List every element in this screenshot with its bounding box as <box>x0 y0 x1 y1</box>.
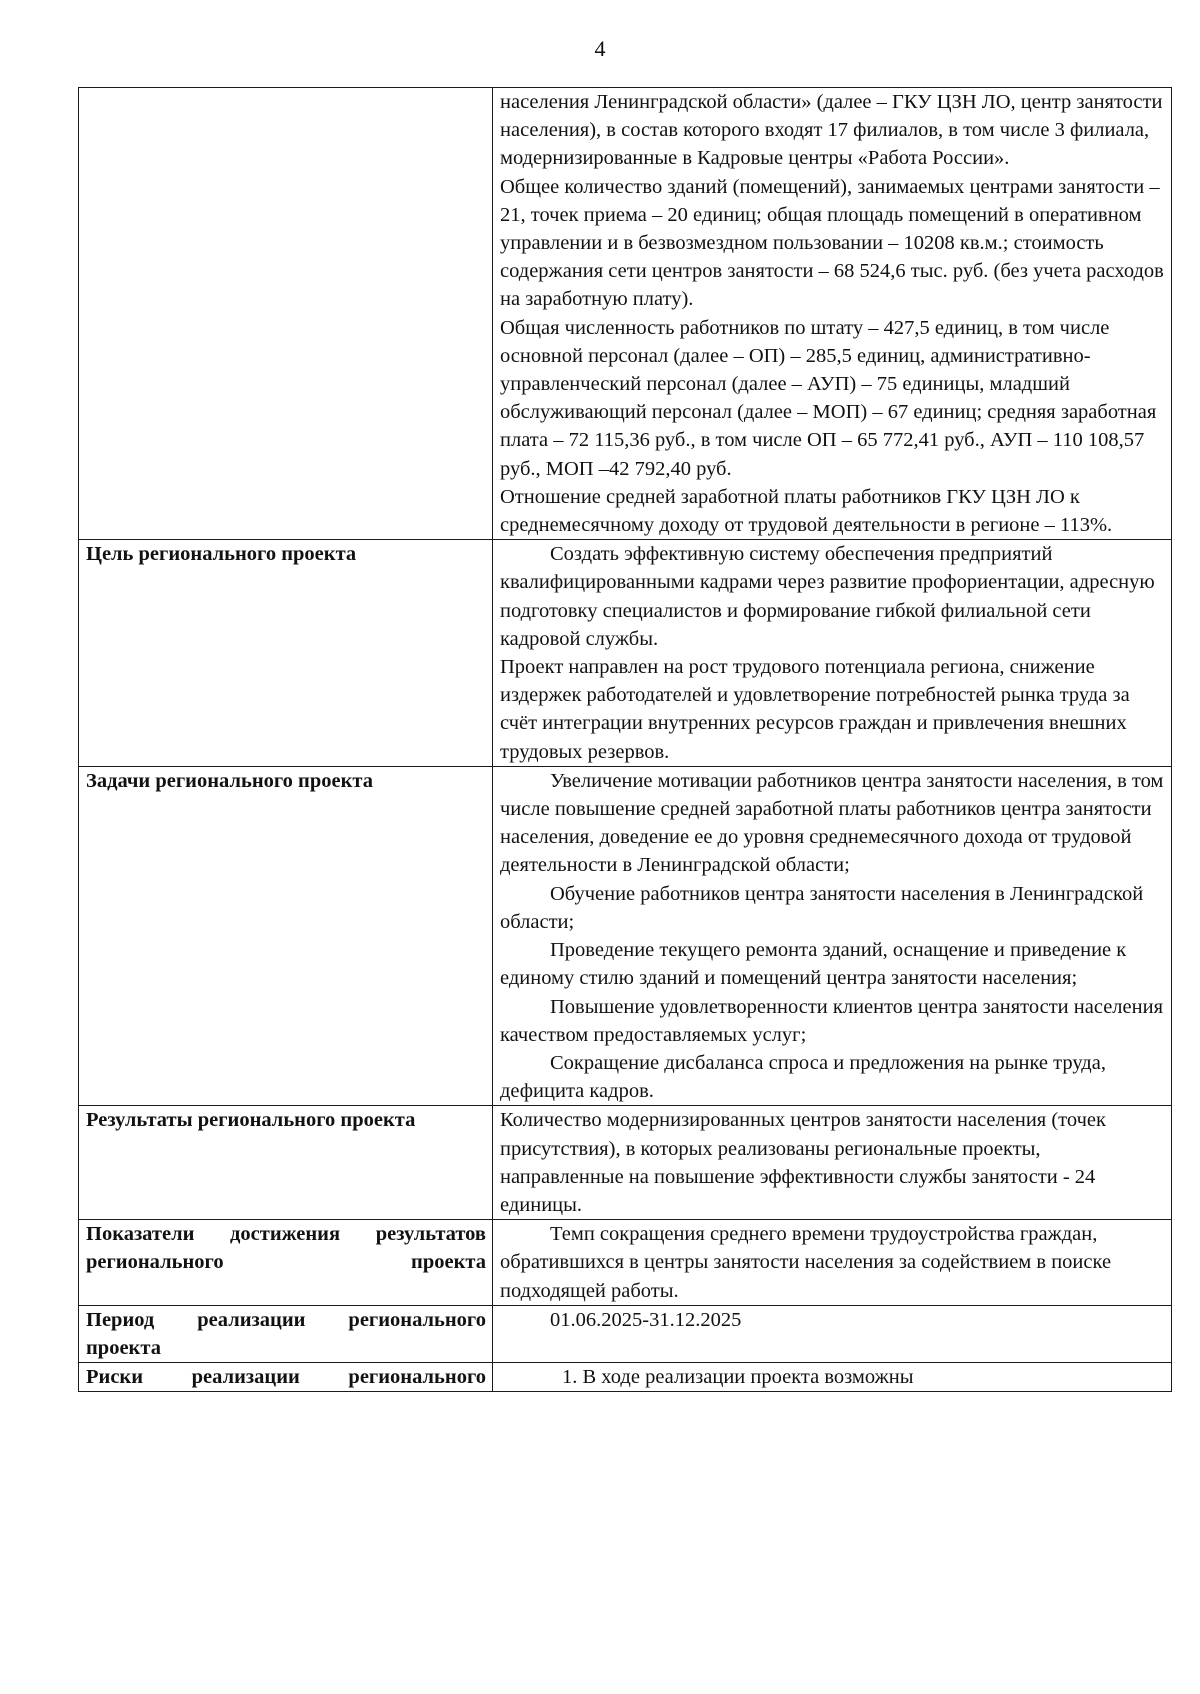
table-row-goal <box>79 540 1172 767</box>
task-item: Повышение удовлетворенности клиентов центра занятости населения качеством предоставляемых услуг; <box>500 995 1163 1046</box>
goal-paragraph: Проект направлен на рост трудового потенциала региона, снижение издержек работодателей и удовлетворение потребностей рынка труда за счёт интеграции внутренних ресурсов граждан и привлечения внешних трудовых резервов. <box>500 656 1130 763</box>
goal-paragraph: Создать эффективную систему обеспечения предприятий квалифицированными кадрами через развитие профориентации, адресную подготовку специалистов и формирование гибкой филиальной сети кадровой службы. <box>500 543 1155 650</box>
row-label-tasks: Задачи регионального проекта <box>79 766 493 1105</box>
row-label-results: Результаты регионального проекта <box>79 1106 493 1220</box>
table-row-continuation <box>79 88 1172 540</box>
task-item: Сокращение дисбаланса спроса и предложения на рынке труда, дефицита кадров. <box>500 1051 1106 1103</box>
period-value: 01.06.2025-31.12.2025 <box>550 1308 742 1331</box>
row-content-risks <box>493 1363 1172 1392</box>
table-row-results <box>79 1106 1172 1220</box>
description-paragraph: населения Ленинградской области» (далее – ГКУ ЦЗН ЛО, центр занятости населения), в состав которого входят 17 филиалов, в том числе 3 филиала, модернизированные в Кадровые центры «Работа России». <box>500 91 1163 170</box>
row-label-indicators: Показатели достижения результатов регионального проекта <box>79 1220 493 1306</box>
table-row-indicators <box>79 1220 1172 1306</box>
project-passport-table <box>78 87 1172 1392</box>
row-label-risks: Риски реализации регионального <box>79 1363 493 1392</box>
row-content-description <box>493 88 1172 540</box>
row-content-tasks <box>493 766 1172 1105</box>
row-label-period: Период реализации регионального проекта <box>79 1305 493 1362</box>
table-row-risks <box>79 1363 1172 1392</box>
description-paragraph: Общая численность работников по штату – 427,5 единиц, в том числе основной персонал (далее – ОП) – 285,5 единиц, административно-управленческий персонал (далее – АУП) – 75 единицы, младший обслуживающий персонал (далее – МОП) – 67 единиц; средняя заработная плата – 72 115,36 руб., в том числе ОП – 65 772,41 руб., АУП – 110 108,57 руб., МОП –42 792,40 руб. <box>500 316 1157 480</box>
row-content-indicators <box>493 1220 1172 1306</box>
table-row-period <box>79 1305 1172 1362</box>
task-item: Обучение работников центра занятости населения в Ленинградской области; <box>500 882 1144 933</box>
row-content-results <box>493 1106 1172 1220</box>
row-label-goal: Цель регионального проекта <box>79 540 493 767</box>
row-content-goal <box>493 540 1172 767</box>
page-number: 4 <box>594 36 606 61</box>
description-paragraph: Общее количество зданий (помещений), занимаемых центрами занятости – 21, точек приема – 20 единиц; общая площадь помещений в оперативном управлении и в безвозмездном пользовании – 10208 кв.м.; стоимость содержания сети центров занятости – 68 524,6 тыс. руб. (без учета расходов на заработную плату). <box>500 175 1164 311</box>
description-paragraph: Отношение средней заработной платы работников ГКУ ЦЗН ЛО к среднемесячному доходу от трудовой деятельности в регионе – 113%. <box>500 485 1113 537</box>
row-label-empty <box>79 88 493 540</box>
task-item: Увеличение мотивации работников центра занятости населения, в том числе повышение средней заработной платы работников центра занятости населения, доведение ее до уровня среднемесячного дохода от трудовой деятельности в Ленинградской области; <box>500 769 1164 877</box>
task-item: Проведение текущего ремонта зданий, оснащение и приведение к единому стилю зданий и помещений центра занятости населения; <box>500 939 1127 990</box>
results-paragraph: Количество модернизированных центров занятости населения (точек присутствия), в которых реализованы региональные проекты, направленные на повышение эффективности службы занятости - 24 единицы. <box>500 1109 1106 1216</box>
row-content-period <box>493 1305 1172 1362</box>
table-row-tasks <box>79 766 1172 1105</box>
indicators-paragraph: Темп сокращения среднего времени трудоустройства граждан, обратившихся в центры занятости населения за содействием в поиске подходящей работы. <box>500 1223 1112 1302</box>
risks-paragraph: 1. В ходе реализации проекта возможны <box>562 1366 914 1389</box>
